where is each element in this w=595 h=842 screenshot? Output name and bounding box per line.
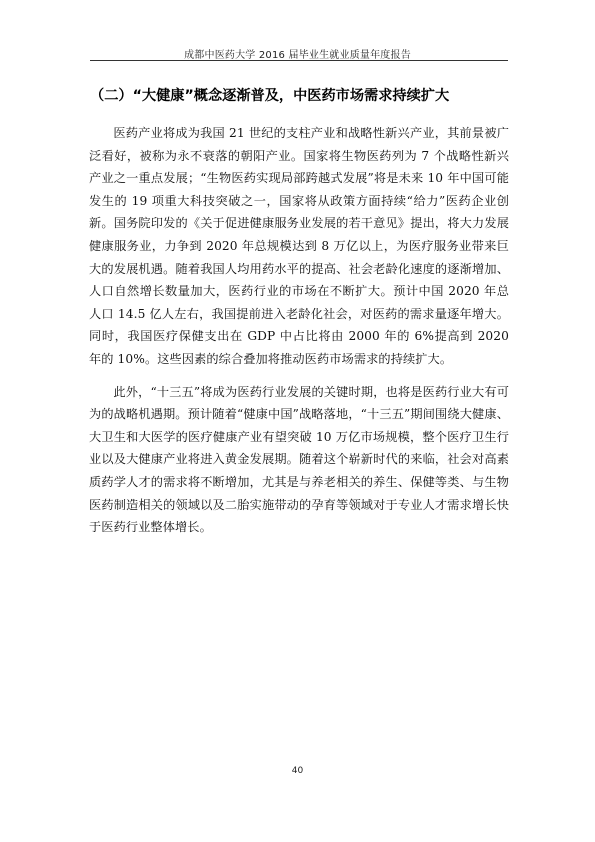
body-text [89,122,509,549]
header-divider [90,60,508,61]
paragraph-2: 此外，“十三五”将成为医药行业发展的关键时期，也将是医药行业大有可为的战略机遇期。预计随着“健康中国”战略落地，“十三五”期间围绕大健康、大卫生和大医学的医疗健康产业有望突破 10 万亿市场规模，整个医疗卫生行业以及大健康产业将进入黄金发展期。随着这个崭新时代的来临，社会对高素质药学人才的需求将不断增加，尤其是与养老相关的养生、保健等类、与生物医药制造相关的领域以及二胎实施带动的孕育等领域对于专业人才需求增长快于医药行业整体增长。 [89,384,509,535]
paragraph-1: 医药产业将成为我国 21 世纪的支柱产业和战略性新兴产业，其前景被广泛看好，被称为永不衰落的朝阳产业。国家将生物医药列为 7 个战略性新兴产业之一重点发展；“生物医药实现局部跨越式发展”将是未来 10 年中国可能发生的 19 项重大科技突破之一，国家将从政策方面持续“给力”医药企业创新。国务院印发的《关于促进健康服务业发展的若干意见》提出，将大力发展健康服务业，力争到 2020 年总规模达到 8 万亿以上，为医疗服务业带来巨大的发展机遇。随着我国人均用药水平的提高、社会老龄化速度的逐渐增加、人口自然增长数量加大，医药行业的市场在不断扩大。预计中国 2020 年总人口 14.5 亿人左右，我国提前进入老龄化社会，对医药的需求量逐年增大。同时，我国医疗保健支出在 GDP 中占比将由 2000 年的 6%提高到 2020 年的 10%。这些因素的综合叠加将推动医药市场需求的持续扩大。 [89,126,509,366]
running-header: 成都中医药大学 2016 届毕业生就业质量年度报告 [184,50,411,61]
section-heading: （二）“大健康”概念逐渐普及，中医药市场需求持续扩大 [90,88,450,104]
page-number: 40 [291,766,304,776]
